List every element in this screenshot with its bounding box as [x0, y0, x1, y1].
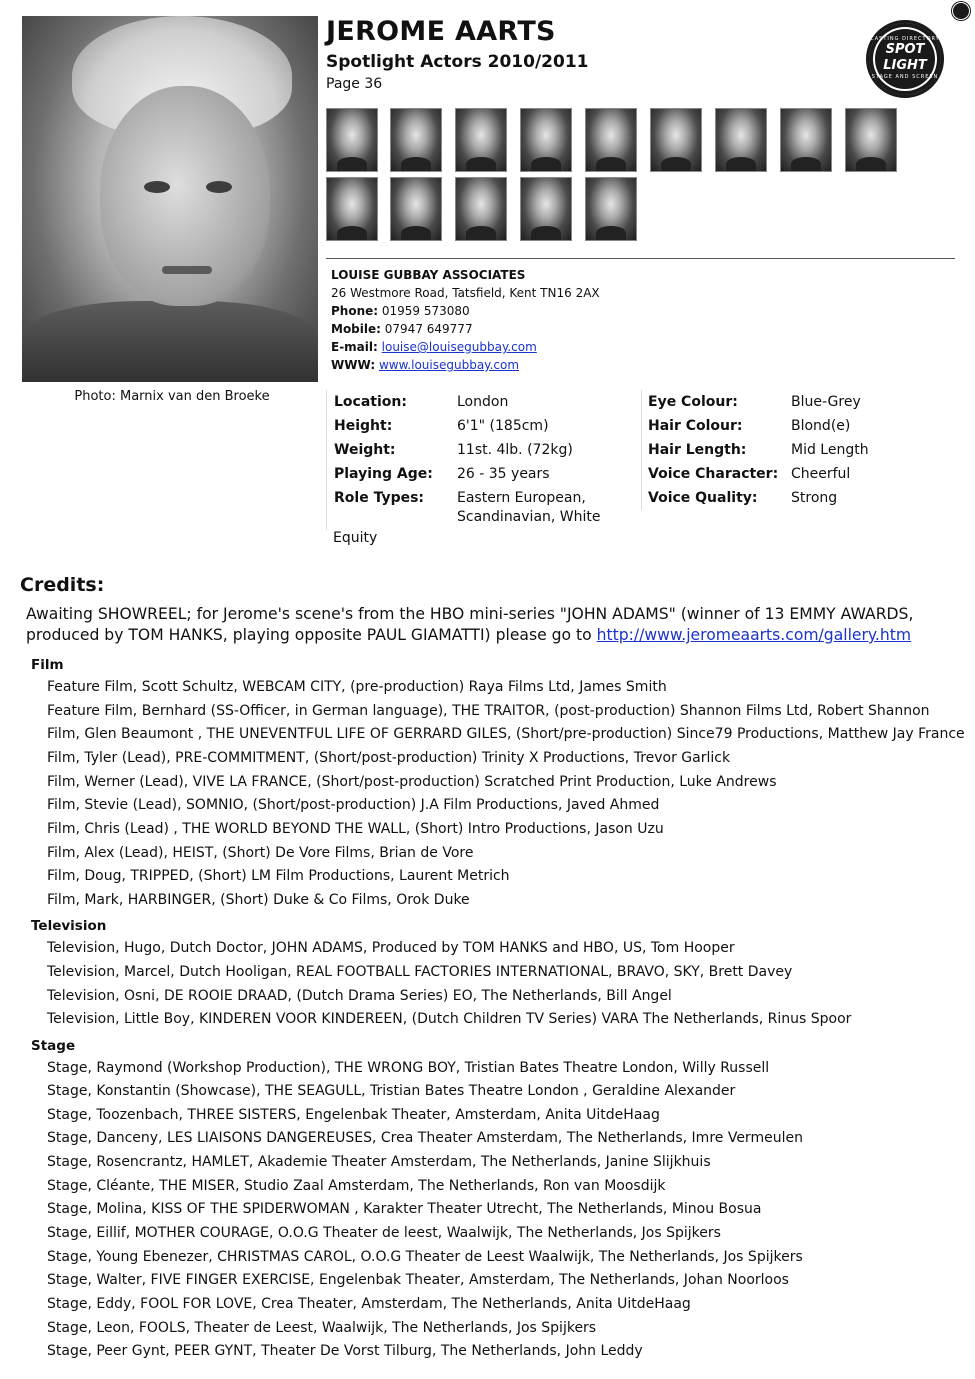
email-link[interactable]: louise@louisegubbay.com	[381, 340, 537, 354]
logo-bottom-text: STAGE AND SCREEN	[871, 74, 939, 80]
stat-value: 11st. 4lb. (72kg)	[457, 442, 573, 458]
stat-label: Location:	[334, 394, 407, 410]
thumbnail-photo[interactable]	[845, 108, 897, 172]
www-label: WWW:	[331, 358, 376, 372]
credit-item: Stage, Konstantin (Showcase), THE SEAGULL, Tristian Bates Theatre London , Geraldine Alexander	[47, 1083, 736, 1099]
divider	[326, 258, 955, 259]
stat-label: Height:	[334, 418, 393, 434]
credit-item: Film, Alex (Lead), HEIST, (Short) De Vore Films, Brian de Vore	[47, 845, 474, 861]
stat-value: Cheerful	[791, 466, 851, 482]
thumbnail-photo[interactable]	[715, 108, 767, 172]
credit-item: Stage, Danceny, LES LIAISONS DANGEREUSES, Crea Theater Amsterdam, The Netherlands, Imre Vermeulen	[47, 1130, 803, 1146]
credit-item: Stage, Eddy, FOOL FOR LOVE, Crea Theater, Amsterdam, The Netherlands, Anita UitdeHaag	[47, 1296, 691, 1312]
phone-value: 01959 573080	[381, 304, 470, 318]
stat-label: Role Types:	[334, 490, 425, 506]
thumbnail-photo[interactable]	[455, 108, 507, 172]
stat-value: Blond(e)	[791, 418, 851, 434]
mobile-value: 07947 649777	[384, 322, 473, 336]
credits-intro	[26, 604, 961, 646]
logo-main-text: SPOT LIGHT	[883, 42, 927, 73]
stat-label: Eye Colour:	[648, 394, 738, 410]
credit-item: Stage, Cléante, THE MISER, Studio Zaal Amsterdam, The Netherlands, Ron van Moosdijk	[47, 1178, 666, 1194]
credit-item: Stage, Young Ebenezer, CHRISTMAS CAROL, O.O.G Theater de Leest Waalwijk, The Netherlands, Jos Spijkers	[47, 1249, 803, 1265]
email-label: E-mail:	[331, 340, 378, 354]
stat-value: 26 - 35 years	[457, 466, 550, 482]
credit-item: Feature Film, Scott Schultz, WEBCAM CITY, (pre-production) Raya Films Ltd, James Smith	[47, 679, 667, 695]
credit-item: Film, Chris (Lead) , THE WORLD BEYOND THE WALL, (Short) Intro Productions, Jason Uzu	[47, 821, 664, 837]
thumbnail-photo[interactable]	[455, 177, 507, 241]
credit-item: Stage, Rosencrantz, HAMLET, Akademie Theater Amsterdam, The Netherlands, Janine Slijkhuis	[47, 1154, 711, 1170]
stat-value: Mid Length	[791, 442, 869, 458]
credit-item: Stage, Toozenbach, THREE SISTERS, Engelenbak Theater, Amsterdam, Anita UitdeHaag	[47, 1107, 660, 1123]
thumbnail-photo[interactable]	[780, 108, 832, 172]
stat-value: Eastern European,	[457, 490, 586, 506]
credit-item: Film, Glen Beaumont , THE UNEVENTFUL LIFE OF GERRARD GILES, (Short/pre-production) Since79 Productions, Matthew Jay France	[47, 726, 965, 742]
stat-label: Weight:	[334, 442, 396, 458]
credit-item: Stage, Walter, FIVE FINGER EXERCISE, Engelenbak Theater, Amsterdam, The Netherlands, Johan Noorloos	[47, 1272, 789, 1288]
photo-credit: Photo: Marnix van den Broeke	[74, 389, 270, 404]
thumbnail-photo[interactable]	[585, 108, 637, 172]
stage-heading: Stage	[31, 1038, 76, 1054]
phone-label: Phone:	[331, 304, 379, 318]
mobile-label: Mobile:	[331, 322, 381, 336]
stat-value: Blue-Grey	[791, 394, 861, 410]
thumbnail-photo[interactable]	[520, 177, 572, 241]
credit-item: Film, Stevie (Lead), SOMNIO, (Short/post-production) J.A Film Productions, Javed Ahmed	[47, 797, 660, 813]
thumbnail-photo[interactable]	[326, 177, 378, 241]
agency-contact	[331, 266, 600, 374]
headshot-photo	[22, 16, 318, 382]
intro-text: Awaiting SHOWREEL; for Jerome's scene's from the HBO mini-series "JOHN ADAMS" (winner of 13 EMMY AWARDS, produced by TOM HANKS, playing opposite PAUL GIAMATTI) please go to	[26, 605, 914, 644]
corner-logo-icon	[952, 2, 970, 20]
logo-top-text: CASTING DIRECTORY	[870, 36, 940, 42]
television-heading: Television	[31, 918, 107, 934]
stat-value: Strong	[791, 490, 838, 506]
stat-label: Hair Colour:	[648, 418, 743, 434]
thumbnail-photo[interactable]	[520, 108, 572, 172]
credit-item: Stage, Leon, FOOLS, Theater de Leest, Waalwijk, The Netherlands, Jos Spijkers	[47, 1320, 597, 1336]
credit-item: Film, Werner (Lead), VIVE LA FRANCE, (Short/post-production) Scratched Print Production, Luke Andrews	[47, 774, 777, 790]
credit-item: Television, Marcel, Dutch Hooligan, REAL FOOTBALL FACTORIES INTERNATIONAL, BRAVO, SKY, Brett Davey	[47, 964, 793, 980]
credit-item: Stage, Molina, KISS OF THE SPIDERWOMAN , Karakter Theater Utrecht, The Netherlands, Minou Bosua	[47, 1201, 762, 1217]
gallery-link[interactable]: http://www.jeromeaarts.com/gallery.htm	[596, 626, 912, 644]
publication-title: Spotlight Actors 2010/2011	[326, 52, 589, 72]
stat-label: Playing Age:	[334, 466, 433, 482]
stat-value: London	[457, 394, 509, 410]
credit-item: Stage, Raymond (Workshop Production), THE WRONG BOY, Tristian Bates Theatre London, Willy Russell	[47, 1060, 770, 1076]
film-heading: Film	[31, 657, 64, 673]
stat-label: Hair Length:	[648, 442, 747, 458]
credits-heading: Credits:	[20, 574, 105, 596]
stat-value: 6'1" (185cm)	[457, 418, 549, 434]
agency-name: LOUISE GUBBAY ASSOCIATES	[331, 268, 526, 282]
website-link[interactable]: www.louisegubbay.com	[378, 358, 520, 372]
credit-item: Television, Little Boy, KINDEREN VOOR KINDEREEN, (Dutch Children TV Series) VARA The Netherlands, Rinus Spoor	[47, 1011, 852, 1027]
actor-name: JEROME AARTS	[326, 16, 556, 47]
credit-item: Film, Doug, TRIPPED, (Short) LM Film Productions, Laurent Metrich	[47, 868, 510, 884]
stat-label: Voice Quality:	[648, 490, 758, 506]
thumbnail-photo[interactable]	[585, 177, 637, 241]
credit-item: Stage, Peer Gynt, PEER GYNT, Theater De Vorst Tilburg, The Netherlands, John Leddy	[47, 1343, 643, 1359]
credit-item: Film, Tyler (Lead), PRE-COMMITMENT, (Short/post-production) Trinity X Productions, Trevor Garlick	[47, 750, 731, 766]
union-membership: Equity	[333, 530, 378, 546]
thumbnail-photo[interactable]	[650, 108, 702, 172]
credit-item: Television, Hugo, Dutch Doctor, JOHN ADAMS, Produced by TOM HANKS and HBO, US, Tom Hooper	[47, 940, 735, 956]
agency-address: 26 Westmore Road, Tatsfield, Kent TN16 2AX	[331, 286, 600, 300]
stat-label: Voice Character:	[648, 466, 779, 482]
thumbnail-photo[interactable]	[326, 108, 378, 172]
spotlight-logo	[866, 20, 944, 98]
thumbnail-photo[interactable]	[390, 108, 442, 172]
credit-item: Film, Mark, HARBINGER, (Short) Duke & Co Films, Orok Duke	[47, 892, 470, 908]
page-number: Page 36	[326, 76, 383, 92]
credit-item: Stage, Eillif, MOTHER COURAGE, O.O.G Theater de leest, Waalwijk, The Netherlands, Jos Spijkers	[47, 1225, 721, 1241]
credit-item: Feature Film, Bernhard (SS-Officer, in German language), THE TRAITOR, (post-production) Shannon Films Ltd, Robert Shannon	[47, 703, 930, 719]
credit-item: Television, Osni, DE ROOIE DRAAD, (Dutch Drama Series) EO, The Netherlands, Bill Angel	[47, 988, 672, 1004]
thumbnail-photo[interactable]	[390, 177, 442, 241]
stat-value-cont: Scandinavian, White	[457, 509, 601, 525]
